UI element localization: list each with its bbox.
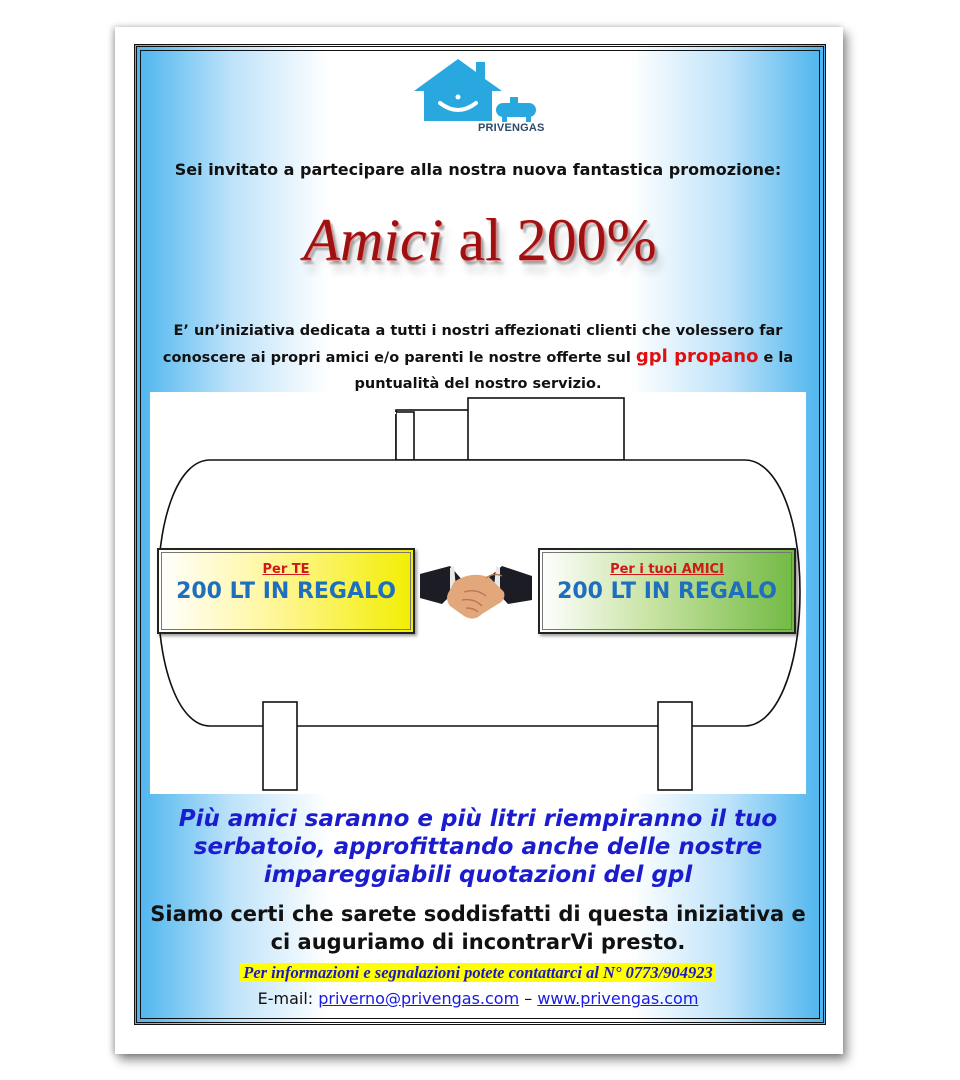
promo-title [150, 205, 810, 275]
closing-message: Siamo certi che sarete soddisfatti di questa iniziativa e ci auguriamo di incontrarVi presto. [150, 902, 806, 954]
intro-text: Sei invitato a partecipare alla nostra nuova fantastica promozione: [174, 160, 782, 179]
email-link[interactable]: priverno@privengas.com [318, 989, 520, 1008]
description-part2: e la puntualità del nostro servizio. [354, 350, 794, 392]
description [150, 318, 806, 397]
email-separator: – [524, 989, 533, 1008]
offer-for-friends-tag: Per i tuoi AMICI [610, 562, 724, 577]
description-part1: E’ un’iniziativa dedicata a tutti i nostri affezionati clienti che volessero far conoscere ai propri amici e/o parenti le nostre offerte sul [162, 323, 783, 366]
email-line [150, 989, 806, 1008]
email-label: E-mail: [257, 989, 314, 1008]
offer-for-you [157, 548, 415, 634]
description-highlight: gpl propano [635, 346, 759, 367]
contact-text: Per informazioni e segnalazioni potete contattarci al N° 0773/904923 [240, 963, 716, 982]
blue-message: Più amici saranno e più litri riempiranno il tuo serbatoio, approfittando anche delle nostre impareggiabili quotazioni del gpl [178, 806, 778, 888]
promo-title-main: Amici [303, 207, 444, 273]
handshake-icon [420, 552, 532, 632]
brand-name: PRIVENGAS [478, 122, 545, 134]
website-link[interactable]: www.privengas.com [537, 989, 699, 1008]
offer-for-friends-gift: 200 LT IN REGALO [557, 579, 777, 604]
promo-title-rest: al 200% [458, 207, 657, 273]
contact-line [160, 963, 796, 983]
offer-for-you-gift: 200 LT IN REGALO [176, 579, 396, 604]
offer-for-friends [538, 548, 796, 634]
offer-for-you-tag: Per TE [262, 562, 310, 577]
